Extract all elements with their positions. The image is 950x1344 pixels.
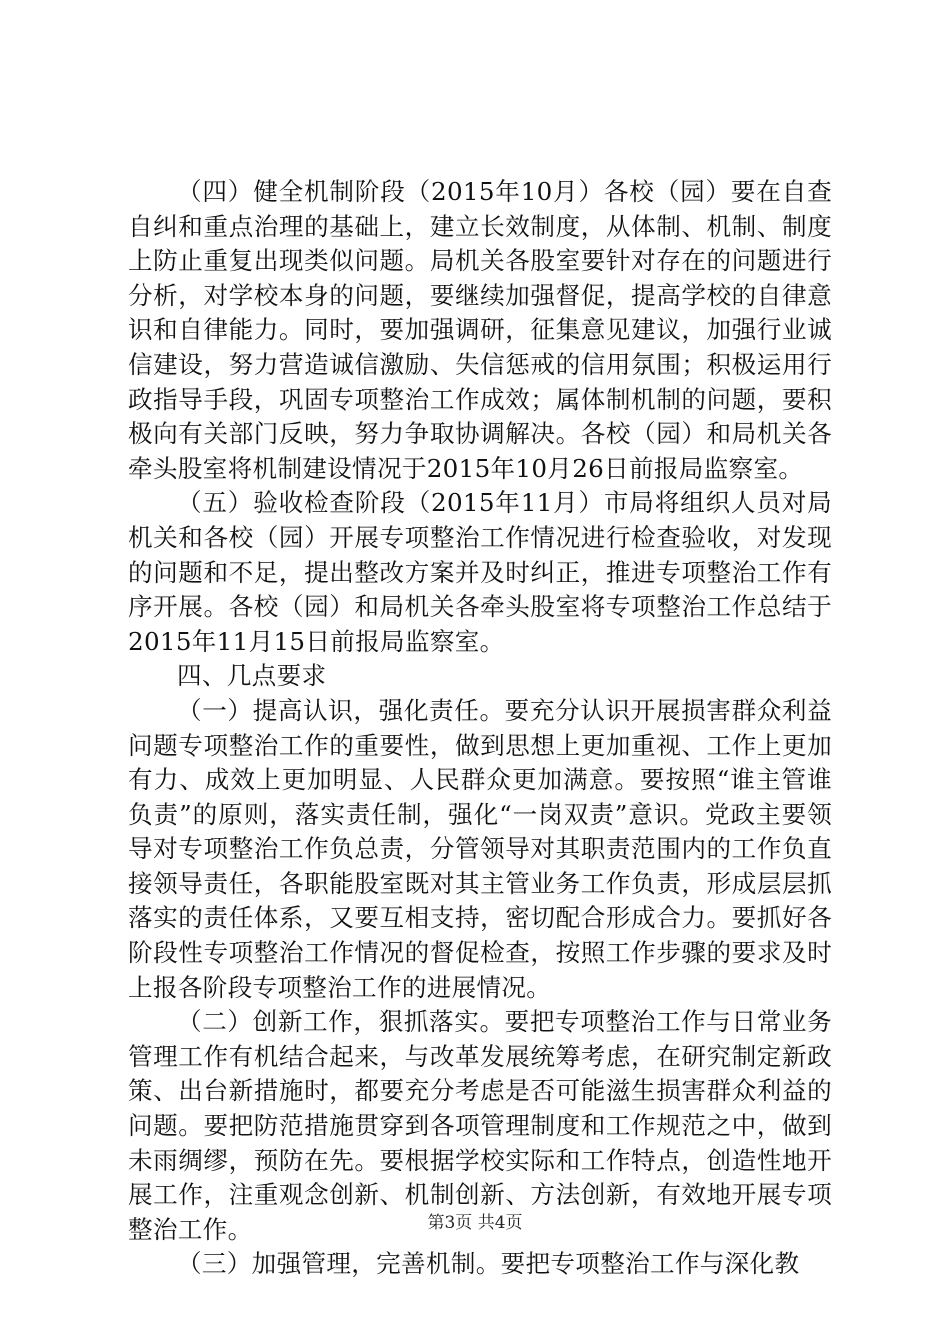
paragraph-stage-five: （五）验收检查阶段（2015年11月）市局将组织人员对局机关和各校（园）开展专项整治工作情况进行检查验收，对发现的问题和不足，提出整改方案并及时纠正，推进专项整治工作有序开展。各校（园）和局机关各牵头股室将专项整治工作总结于2015年11月15日前报局监察室。 [128, 488, 832, 656]
paragraph-requirement-three: （三）加强管理，完善机制。要把专项整治工作与深化教 [177, 1249, 800, 1279]
page-number-footer: 第3页 共4页 [427, 1213, 523, 1233]
paragraph-requirement-two: （二）创新工作，狠抓落实。要把专项整治工作与日常业务管理工作有机结合起来，与改革发展统筹考虑，在研究制定新政策、出台新措施时，都要充分考虑是否可能滋生损害群众利益的问题。要把防范措施贯穿到各项管理制度和工作规范之中，做到未雨绸缪，预防在先。要根据学校实际和工作特点，创造性地开展工作，注重观念创新、机制创新、方法创新，有效地开展专项整治工作。 [128, 1007, 832, 1244]
paragraph-requirement-one: （一）提高认识，强化责任。要充分认识开展损害群众利益问题专项整治工作的重要性，做到思想上更加重视、工作上更加有力、成效上更加明显、人民群众更加满意。要按照“谁主管谁负责”的原则，落实责任制，强化“一岗双责”意识。党政主要领导对专项整治工作负总责，分管领导对其职责范围内的工作负直接领导责任，各职能股室既对其主管业务工作负责，形成层层抓落实的责任体系，又要互相支持，密切配合形成合力。要抓好各阶段性专项整治工作情况的督促检查，按照工作步骤的要求及时上报各阶段专项整治工作的进展情况。 [128, 695, 832, 1002]
paragraph-stage-four: （四）健全机制阶段（2015年10月）各校（园）要在自查自纠和重点治理的基础上，建立长效制度，从体制、机制、制度上防止重复出现类似问题。局机关各股室要针对存在的问题进行分析，对学校本身的问题，要继续加强督促，提高学校的自律意识和自律能力。同时，要加强调研，征集意见建议，加强行业诚信建设，努力营造诚信激励、失信惩戒的信用氛围；积极运用行政指导手段，巩固专项整治工作成效；属体制机制的问题，要积极向有关部门反映，努力争取协调解决。各校（园）和局机关各牵头股室将机制建设情况于2015年10月26日前报局监察室。 [128, 177, 832, 483]
document-body [128, 175, 832, 1282]
section-heading-requirements: 四、几点要求 [177, 661, 327, 691]
